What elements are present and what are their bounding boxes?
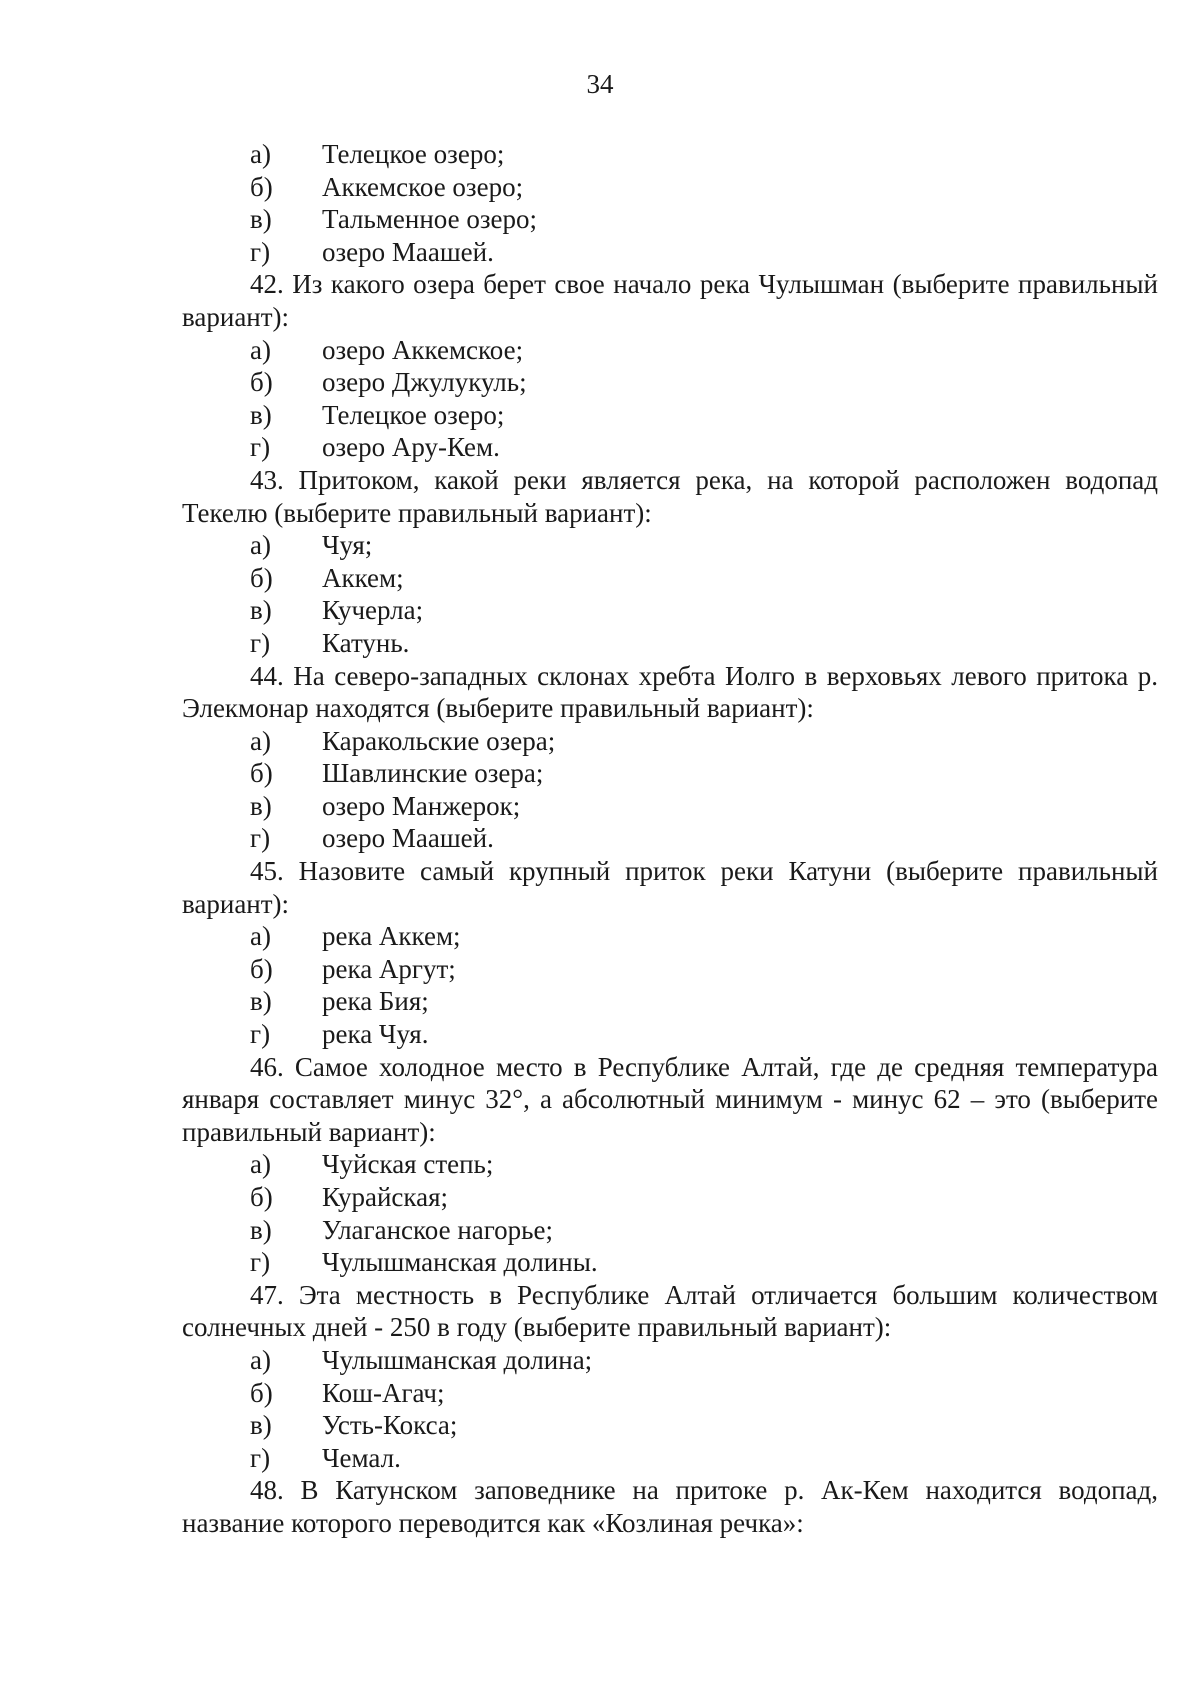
option-text: Улаганское нагорье; — [322, 1214, 553, 1245]
option-text: Телецкое озеро; — [322, 399, 505, 430]
option-letter: г) — [250, 627, 271, 658]
question-text: 48. В Катунском заповеднике на притоке р. Ак-Кем находится водопад, название которого переводится как «Козлиная речка»: — [182, 1475, 1158, 1538]
answer-option — [182, 138, 1158, 171]
answer-option — [182, 366, 1158, 399]
option-text: река Аргут; — [322, 953, 456, 984]
option-text: Чулышманская долины. — [322, 1247, 598, 1278]
option-letter: г) — [250, 1442, 271, 1473]
option-text: река Чуя. — [322, 1019, 429, 1050]
option-text: Шавлинские озера; — [322, 758, 544, 789]
option-text: Чуя; — [322, 530, 373, 561]
option-text: озеро Маашей. — [322, 823, 494, 854]
answer-option — [182, 171, 1158, 204]
page-content — [182, 138, 1158, 1540]
answer-option — [182, 399, 1158, 432]
answer-options — [182, 529, 1158, 659]
option-text: Усть-Кокса; — [322, 1410, 458, 1441]
option-letter: а) — [250, 921, 271, 952]
question-text: 46. Самое холодное место в Республике Алтай, где де средняя температура января составляет минус 32°, а абсолютный минимум - минус 62 – это (выберите правильный вариант): — [182, 1051, 1158, 1147]
answer-option — [182, 920, 1158, 953]
answer-option — [182, 1344, 1158, 1377]
option-text: Чулышманская долина; — [322, 1344, 593, 1375]
answer-option — [182, 529, 1158, 562]
answer-option — [182, 822, 1158, 855]
option-letter: в) — [250, 399, 272, 430]
answer-options — [182, 1344, 1158, 1474]
option-text: Аккем; — [322, 562, 404, 593]
option-letter: г) — [250, 823, 271, 854]
answer-option — [182, 562, 1158, 595]
answer-option — [182, 1214, 1158, 1247]
answer-option — [182, 1148, 1158, 1181]
answer-options — [182, 138, 1158, 268]
option-text: Чуйская степь; — [322, 1149, 494, 1180]
question-text: 43. Притоком, какой реки является река, на которой расположен водопад Текелю (выберите правильный вариант): — [182, 464, 1158, 528]
option-letter: в) — [250, 595, 272, 626]
answer-option — [182, 431, 1158, 464]
option-letter: в) — [250, 986, 272, 1017]
option-text: озеро Манжерок; — [322, 790, 521, 821]
question-text: 44. На северо-западных склонах хребта Иолго в верховьях левого притока р. Элекмонар находятся (выберите правильный вариант): — [182, 660, 1158, 724]
answer-option — [182, 1018, 1158, 1051]
option-text: река Бия; — [322, 986, 429, 1017]
option-letter: б) — [250, 171, 273, 202]
option-letter: б) — [250, 562, 273, 593]
option-letter: а) — [250, 725, 271, 756]
answer-option — [182, 790, 1158, 823]
option-letter: а) — [250, 1344, 271, 1375]
answer-option — [182, 985, 1158, 1018]
answer-option — [182, 725, 1158, 758]
answer-options — [182, 1148, 1158, 1278]
option-letter: в) — [250, 790, 272, 821]
answer-option — [182, 953, 1158, 986]
page-number: 34 — [586, 69, 614, 99]
answer-option — [182, 236, 1158, 269]
answer-options — [182, 920, 1158, 1050]
option-letter: б) — [250, 758, 273, 789]
option-text: река Аккем; — [322, 921, 461, 952]
option-text: Курайская; — [322, 1182, 449, 1212]
option-letter: а) — [250, 334, 271, 365]
option-text: Аккемское озеро; — [322, 171, 524, 202]
option-letter: б) — [250, 367, 273, 398]
answer-options — [182, 334, 1158, 464]
option-letter: б) — [250, 1182, 273, 1212]
option-letter: а) — [250, 530, 271, 561]
answer-option — [182, 757, 1158, 790]
answer-option — [182, 1409, 1158, 1442]
option-letter: в) — [250, 1410, 272, 1441]
question-text: 47. Эта местность в Республике Алтай отличается большим количеством солнечных дней - 250 в году (выберите правильный вариант): — [182, 1279, 1158, 1343]
option-text: Чемал. — [322, 1442, 401, 1473]
option-letter: а) — [250, 1149, 271, 1180]
answer-option — [182, 1442, 1158, 1475]
question-text: 45. Назовите самый крупный приток реки Катуни (выберите правильный вариант): — [182, 856, 1158, 919]
answer-option — [182, 203, 1158, 236]
option-text: Кош-Агач; — [322, 1377, 445, 1408]
option-text: озеро Ару-Кем. — [322, 432, 500, 463]
answer-option — [182, 334, 1158, 367]
question-text: 42. Из какого озера берет свое начало река Чулышман (выберите правильный вариант): — [182, 269, 1158, 332]
answer-option — [182, 1377, 1158, 1410]
option-text: Тальменное озеро; — [322, 204, 538, 235]
answer-option — [182, 594, 1158, 627]
option-letter: б) — [250, 1377, 273, 1408]
option-letter: г) — [250, 1019, 271, 1050]
answer-options — [182, 725, 1158, 855]
option-letter: в) — [250, 204, 272, 235]
answer-option — [182, 1246, 1158, 1279]
option-text: Телецкое озеро; — [322, 139, 505, 169]
option-text: Каракольские озера; — [322, 725, 556, 756]
option-letter: в) — [250, 1214, 272, 1245]
option-letter: г) — [250, 236, 271, 267]
option-text: Катунь. — [322, 627, 410, 658]
option-letter: г) — [250, 1247, 271, 1278]
option-text: озеро Джулукуль; — [322, 367, 527, 398]
option-letter: г) — [250, 432, 271, 463]
answer-option — [182, 1181, 1158, 1214]
option-text: Кучерла; — [322, 595, 424, 626]
option-text: озеро Аккемское; — [322, 334, 524, 365]
option-letter: а) — [250, 139, 271, 169]
answer-option — [182, 627, 1158, 660]
option-letter: б) — [250, 953, 273, 984]
option-text: озеро Маашей. — [322, 236, 494, 267]
